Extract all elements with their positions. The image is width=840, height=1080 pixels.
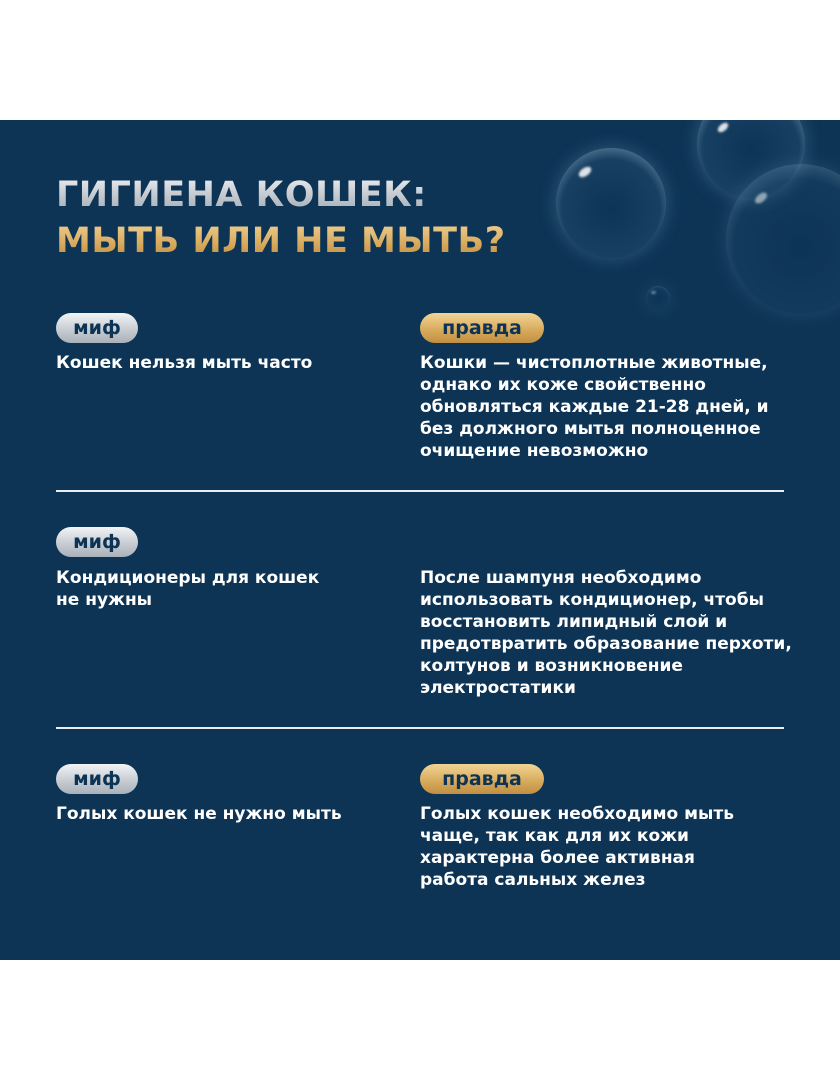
myth-badge: миф (56, 764, 138, 794)
title-line-1: ГИГИЕНА КОШЕК: (56, 172, 506, 218)
divider (56, 727, 784, 729)
truth-text: Кошки — чистоплотные животные, однако их коже свойственно обновляться каждые 21-28 дней, и без должного мытья полноценное очищение невозможно (420, 353, 769, 461)
divider (56, 490, 784, 492)
bubble-decoration-icon (556, 148, 666, 258)
truth-badge: правда (420, 313, 544, 343)
myth-badge: миф (56, 527, 138, 557)
myth-text: Кондиционеры для кошек не нужны (56, 568, 320, 610)
myth-text: Голых кошек не нужно мыть (56, 804, 342, 824)
page-title (56, 172, 506, 264)
infographic-card (0, 120, 840, 960)
truth-text: Голых кошек необходимо мыть чаще, так как для их кожи характерна более активная работа сальных желез (420, 804, 734, 890)
myth-text: Кошек нельзя мыть часто (56, 353, 313, 373)
bubble-decoration-icon (646, 286, 670, 310)
truth-badge: правда (420, 764, 544, 794)
truth-text: После шампуня необходимо использовать кондиционер, чтобы восстановить липидный слой и предотвратить образование перхоти, колтунов и возникновение электростатики (420, 568, 792, 698)
title-line-2: МЫТЬ ИЛИ НЕ МЫТЬ? (56, 218, 506, 264)
myth-badge: миф (56, 313, 138, 343)
